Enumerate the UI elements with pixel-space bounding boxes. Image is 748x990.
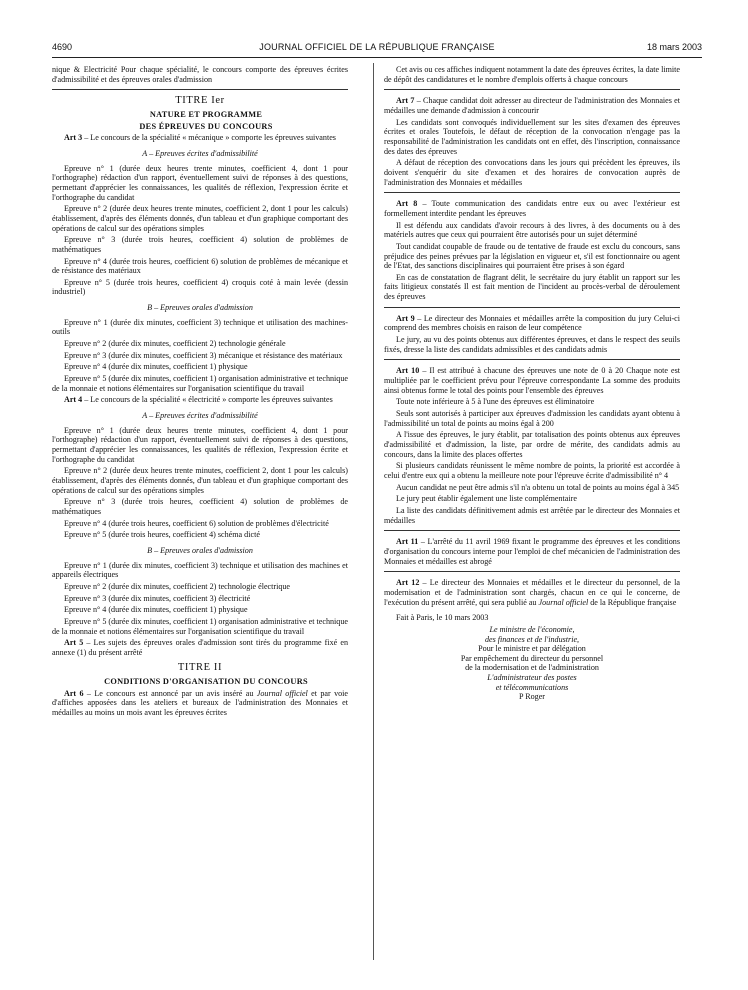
article-11: Art 11 – L'arrêté du 11 avril 1969 fixant le programme des épreuves et les conditions d'organisation du concours interne pour l'emploi de chef mécanicien de l'administration des Monnaies et médailles est abrogé (384, 537, 681, 566)
signatory-name: P Roger (518, 692, 545, 702)
electricite-orale-5: Epreuve n° 5 (durée dix minutes, coefficient 1) organisation administrative et technique de la monnaie et notions élémentaires sur l'organisation scientifique du travail (52, 616, 348, 636)
signature-line: et télécommunications (495, 682, 569, 692)
page-header (52, 42, 702, 56)
mecanique-ecrite-2: Epreuve n° 2 (durée deux heures trente minutes, coefficient 2, dont 1 pour les calculs) établissement, d'après des éléments donnés, d'un tableau et d'un graphique comportant des opérations de calcul sur des opérations simples (52, 204, 348, 233)
section-divider (384, 571, 680, 572)
article-8-paragraph-2: Tout candidat coupable de fraude ou de tentative de fraude est exclu du concours, sans préjudice des peines prévues par la législation en vigueur et, s'il est fonctionnaire ou agent de l'Etat, des sanctions disciplinaires qui pourraient être prises à son égard (384, 241, 680, 271)
article-4-label: Art 4 (64, 395, 83, 405)
article-10-paragraph-5: Aucun candidat ne peut être admis s'il n'a obtenu un total de points au moins égal à 345 (396, 482, 680, 492)
article-9-label: Art 9 (396, 313, 415, 323)
section-divider (384, 307, 680, 308)
article-8: Art 8 – Toute communication des candidats entre eux ou avec l'extérieur est formellement interdite pendant les épreuves (384, 199, 680, 218)
journal-title: JOURNAL OFFICIEL DE LA RÉPUBLIQUE FRANÇAISE (259, 42, 495, 52)
article-8-label: Art 8 (396, 199, 418, 209)
journal-officiel-ref: Journal officiel (538, 597, 589, 607)
page-number: 4690 (52, 42, 73, 52)
article-7-paragraph-1: Les candidats sont convoqués individuellement sur les sites d'examen des épreuves écrites et orales Toutefois, le défaut de réception de la convocation n'engage pas la responsabilité de l'administration les candidats ont en effet, dès l'inscription, connaissance des dates des épreuves (384, 117, 680, 156)
titre-1-subtitle-line-2: DES ÉPREUVES DU CONCOURS (139, 121, 273, 131)
signature-line: L'administrateur des postes (487, 673, 577, 683)
section-divider (384, 192, 680, 193)
section-divider (52, 89, 348, 90)
section-a-ecrites-mecanique: A – Epreuves écrites d'admissibilité (142, 148, 258, 158)
article-10-paragraph-2: Seuls sont autorisés à participer aux épreuves d'admission les candidats ayant obtenu à l'admissibilité un total de points au moins égal à 200 (384, 409, 680, 428)
titre-1-heading: TITRE Ier (175, 95, 225, 107)
article-10-paragraph-7: La liste des candidats définitivement admis est arrêtée par le directeur des Monnaies et médailles (384, 505, 680, 525)
mecanique-ecrite-1: Epreuve n° 1 (durée deux heures trente minutes, coefficient 4, dont 1 pour l'orthographe) rédaction d'un rapport, éventuellement suivi de réponses à des questions, permettant d'apprécier les connaissances, les qualités de réflexion, l'expression écrite et l'orthographe du candidat (52, 163, 348, 202)
section-divider (384, 359, 680, 360)
article-10-paragraph-6: Le jury peut établir également une liste complémentaire (396, 494, 577, 504)
signature-block (384, 625, 680, 702)
signature-line: de la modernisation et de l'administration (465, 663, 599, 673)
header-rule (52, 57, 702, 58)
article-6: Art 6 – Le concours est annoncé par un avis inséré au Journal officiel et par voie d'affiches apposées dans les ateliers et bureaux de l'administration des Monnaies et médailles au moins un mois avant les épreuves écrites (52, 688, 349, 718)
mecanique-orale-4: Epreuve n° 4 (durée dix minutes, coefficient 1) physique (64, 362, 248, 372)
article-10: Art 10 – Il est attribué à chacune des épreuves une note de 0 à 20 Chaque note est multipliée par le coefficient prévu pour l'épreuve correspondante La somme des produits ainsi obtenus forme le total des points pour l'ensemble des épreuves (384, 366, 681, 395)
section-divider (384, 530, 680, 531)
section-a-ecrites-electricite: A – Epreuves écrites d'admissibilité (142, 411, 258, 421)
signature-line: Pour le ministre et par délégation (478, 644, 586, 654)
column-divider (373, 63, 374, 960)
article-5: Art 5 – Les sujets des épreuves orales d'admission sont tirés du programme fixé en annexe (1) du présent arrêté (52, 638, 349, 657)
signature-line: des finances et de l'industrie, (484, 634, 580, 644)
mecanique-ecrite-4: Epreuve n° 4 (durée trois heures, coefficient 6) solution de problèmes de mécanique et de résistance des matériaux (52, 256, 348, 276)
section-b-orales-electricite: B – Epreuves orales d'admission (147, 545, 253, 555)
journal-officiel-ref: Journal officiel (256, 688, 308, 698)
electricite-ecrite-5: Epreuve n° 5 (durée trois heures, coefficient 4) schéma dicté (64, 530, 260, 540)
article-3: Art 3 – Le concours de la spécialité « mécanique » comporte les épreuves suivantes (64, 133, 336, 143)
electricite-orale-3: Epreuve n° 3 (durée dix minutes, coefficient 3) électricité (64, 593, 251, 603)
continuation-paragraph: Cet avis ou ces affiches indiquent notamment la date des épreuves écrites, la date limite de dépôt des candidatures et le nombre d'emplois offerts à chaque concours (384, 65, 680, 84)
signature-line: Par empêchement du directeur du personnel (460, 653, 604, 663)
article-5-label: Art 5 (64, 638, 84, 648)
titre-2-subtitle: CONDITIONS D'ORGANISATION DU CONCOURS (104, 677, 308, 687)
electricite-orale-4: Epreuve n° 4 (durée dix minutes, coefficient 1) physique (64, 605, 248, 615)
article-7-label: Art 7 (396, 96, 415, 106)
article-9: Art 9 – Le directeur des Monnaies et médailles arrête la composition du jury Celui-ci comprend des membres choisis en raison de leur compétence (384, 313, 680, 333)
mecanique-orale-3: Epreuve n° 3 (durée dix minutes, coefficient 3) mécanique et résistance des matériaux (64, 350, 343, 360)
right-column (384, 65, 680, 702)
electricite-ecrite-3: Epreuve n° 3 (durée trois heures, coefficient 4) solution de problèmes de mathématiques (52, 497, 348, 516)
article-12-label: Art 12 (396, 578, 420, 588)
mecanique-orale-2: Epreuve n° 2 (durée dix minutes, coefficient 2) technologie générale (64, 339, 286, 349)
signature-date-line: Fait à Paris, le 10 mars 2003 (396, 613, 489, 623)
article-10-paragraph-4: Si plusieurs candidats réunissent le même nombre de points, la priorité est accordée à celui d'entre eux qui a obtenu la meilleure note pour l'épreuve écrite d'admissibilité n° 4 (384, 461, 680, 480)
left-column (52, 65, 348, 720)
mecanique-ecrite-3: Epreuve n° 3 (durée trois heures, coefficient 4) solution de problèmes de mathématiques (52, 235, 348, 254)
article-11-label: Art 11 (396, 537, 419, 547)
mecanique-orale-1: Epreuve n° 1 (durée dix minutes, coefficient 3) technique et utilisation des machines-outils (52, 317, 348, 337)
article-7-paragraph-2: A défaut de réception des convocations dans les jours qui précèdent les épreuves, ils doivent s'enquérir du site d'examen et des horaires de convocation auprès de l'administration des Monnaies et médailles (384, 158, 680, 187)
article-4: Art 4 – Le concours de la spécialité « électricité » comporte les épreuves suivantes (64, 395, 333, 405)
section-b-orales-mecanique: B – Epreuves orales d'admission (147, 303, 253, 313)
electricite-orale-2: Epreuve n° 2 (durée dix minutes, coefficient 2) technologie électrique (64, 581, 291, 591)
article-12: Art 12 – Le directeur des Monnaies et médailles et le directeur du personnel, de la modernisation et de l'administration sont chargés, chacun en ce qui le concerne, de l'exécution du présent arrêté, qui sera publié au Journal officiel de la République française (384, 578, 680, 607)
article-9-paragraph-1: Le jury, au vu des points obtenus aux différentes épreuves, et dans le respect des seuils fixés, dresse la liste des candidats admissibles et des candidats admis (384, 335, 680, 354)
article-10-paragraph-3: A l'issue des épreuves, le jury établit, par totalisation des points obtenus aux épreuves d'admissibilité et d'admission, la liste, par ordre de mérite, des candidats admis au concours, dans la limite des places offertes (384, 430, 680, 459)
electricite-ecrite-1: Epreuve n° 1 (durée deux heures trente minutes, coefficient 4, dont 1 pour l'orthographe) rédaction d'un rapport, éventuellement suivi de réponses à des questions, permettant d'apprécier les connaissances, les qualités de réflexion, l'expression écrite et l'orthographe du candidat (52, 425, 348, 464)
article-8-paragraph-3: En cas de constatation de flagrant délit, le secrétaire du jury établit un rapport sur les faits litigieux constatés Il est fait mention de l'incident au procès-verbal de déroulement des épreuves (384, 272, 680, 302)
issue-date: 18 mars 2003 (646, 42, 702, 52)
section-divider (384, 89, 680, 90)
article-3-label: Art 3 (64, 133, 83, 143)
mecanique-ecrite-5: Epreuve n° 5 (durée trois heures, coefficient 4) croquis coté à main levée (dessin industriel) (52, 277, 348, 297)
mecanique-orale-5: Epreuve n° 5 (durée dix minutes, coefficient 1) organisation administrative et technique de la monnaie et notions élémentaires sur l'organisation scientifique du travail (52, 374, 348, 393)
article-8-paragraph-1: Il est défendu aux candidats d'avoir recours à des livres, à des documents ou à des matériels autres que ceux qui pourraient être autorisés pour un sujet déterminé (384, 220, 680, 240)
signature-line: Le ministre de l'économie, (489, 624, 575, 634)
electricite-ecrite-4: Epreuve n° 4 (durée trois heures, coefficient 6) solution de problèmes d'électricité (64, 518, 329, 528)
titre-1-subtitle-line-1: NATURE ET PROGRAMME (149, 109, 263, 119)
article-10-label: Art 10 (396, 366, 420, 376)
electricite-orale-1: Epreuve n° 1 (durée dix minutes, coefficient 3) technique et utilisation des machines et appareils électriques (52, 560, 348, 580)
article-6-label: Art 6 (64, 688, 84, 698)
intro-paragraph: nique & Electricité Pour chaque spécialité, le concours comporte des épreuves écrites d'admissibilité et des épreuves orales d'admission (52, 65, 348, 84)
article-7: Art 7 – Chaque candidat doit adresser au directeur de l'administration des Monnaies et médailles une demande d'admission à concourir (384, 96, 681, 115)
article-10-paragraph-1: Toute note inférieure à 5 à l'une des épreuves est éliminatoire (396, 397, 595, 407)
titre-2-heading: TITRE II (177, 662, 223, 674)
electricite-ecrite-2: Epreuve n° 2 (durée deux heures trente minutes, coefficient 2, dont 1 pour les calculs) établissement, d'après des éléments donnés, d'un tableau et d'un graphique comportant des opérations de calcul sur des opérations simples (52, 466, 348, 495)
